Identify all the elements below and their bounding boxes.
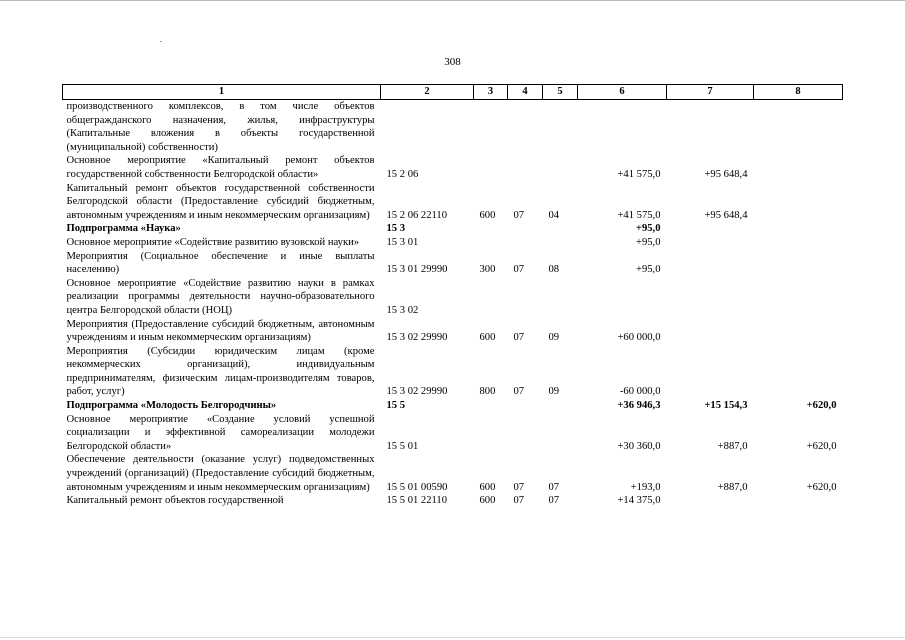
table-cell-6: +60 000,0	[617, 332, 661, 344]
table-cell-2: 15 3 01 29990	[386, 264, 448, 276]
table-row	[63, 345, 843, 399]
table-cell-8	[754, 100, 843, 155]
table-cell-8	[754, 182, 843, 223]
table-cell-2: 15 3 01	[386, 236, 419, 248]
table-cell-3: 300	[479, 264, 496, 276]
table-cell-7	[667, 318, 754, 345]
table-cell-1: Мероприятия (Субсидии юридическим лицам (кроме некоммерческих организаций), индивидуальным предпринимателям, физическим лицам-производителям товаров, работ, услуг)	[66, 345, 375, 398]
table-cell-1: Мероприятия (Социальное обеспечение и иные выплаты населению)	[66, 250, 375, 276]
table-cell-2: 15 5 01 00590	[386, 481, 448, 493]
table-cell-7	[667, 345, 754, 399]
table-cell-4: 07	[513, 386, 525, 398]
table-row	[63, 318, 843, 345]
table-cell-7	[667, 250, 754, 277]
column-header: 2	[381, 85, 474, 100]
table-cell-1: Подпрограмма «Наука»	[66, 223, 181, 235]
table-cell-1: Капитальный ремонт объектов государственной собственности Белгородской области (Предоставление субсидий бюджетным, автономным учреждениям и иным некоммерческим организациям)	[66, 182, 375, 221]
table-cell-8	[754, 494, 843, 508]
table-cell-5: 07	[548, 495, 560, 507]
table-body	[63, 100, 843, 508]
table-row	[63, 182, 843, 223]
table-cell-5: 09	[548, 332, 560, 344]
table-row	[63, 399, 843, 413]
table-cell-4	[508, 277, 543, 318]
table-cell-5: 07	[548, 481, 560, 493]
table-cell-3	[474, 277, 508, 318]
column-header: 5	[543, 85, 578, 100]
table-cell-8	[754, 277, 843, 318]
table-cell-7	[667, 222, 754, 236]
budget-table	[62, 84, 843, 508]
table-cell-8: +620,0	[806, 440, 837, 452]
table-row	[63, 154, 843, 181]
table-cell-3	[474, 236, 508, 250]
table-cell-8	[754, 154, 843, 181]
table-cell-3: 800	[479, 386, 496, 398]
table-cell-3: 600	[479, 209, 496, 221]
table-cell-6	[578, 277, 667, 318]
table-cell-4	[508, 154, 543, 181]
table-cell-7: +95 648,4	[704, 168, 748, 180]
column-header: 8	[754, 85, 843, 100]
table-cell-6: +41 575,0	[617, 209, 661, 221]
table-row	[63, 100, 843, 155]
table-cell-3: 600	[479, 332, 496, 344]
column-header: 3	[474, 85, 508, 100]
table-cell-1: Капитальный ремонт объектов государственной	[66, 495, 284, 507]
table-cell-3: 600	[479, 495, 496, 507]
table-cell-2: 15 5 01 22110	[386, 495, 448, 507]
table-row	[63, 222, 843, 236]
table-cell-2: 15 2 06 22110	[386, 209, 448, 221]
table-cell-4: 07	[513, 481, 525, 493]
table-cell-5	[543, 413, 578, 454]
table-cell-8: +620,0	[806, 481, 837, 493]
page-number: 308	[444, 56, 461, 68]
table-cell-7	[667, 236, 754, 250]
table-cell-2: 15 3 02 29990	[386, 332, 448, 344]
table-cell-5	[543, 277, 578, 318]
scan-top-edge	[0, 0, 905, 1]
table-cell-6: +41 575,0	[617, 168, 661, 180]
table-cell-8	[754, 318, 843, 345]
table-cell-4: 07	[513, 332, 525, 344]
table-cell-8	[754, 250, 843, 277]
table-cell-7: +887,0	[717, 440, 748, 452]
table-cell-3	[474, 100, 508, 155]
table-cell-5	[543, 222, 578, 236]
table-cell-7: +887,0	[717, 481, 748, 493]
table-row	[63, 236, 843, 250]
table-cell-7	[667, 494, 754, 508]
table-cell-7	[667, 100, 754, 155]
table-cell-8	[754, 345, 843, 399]
table-cell-2: 15 3 02	[386, 304, 419, 316]
table-cell-5	[543, 100, 578, 155]
table-cell-1: Основное мероприятие «Капитальный ремонт объектов государственной собственности Белгородской области»	[66, 155, 375, 180]
table-cell-5	[543, 236, 578, 250]
table-cell-8: +620,0	[806, 400, 837, 412]
column-header: 7	[667, 85, 754, 100]
table-cell-5	[543, 154, 578, 181]
table-row	[63, 453, 843, 494]
table-cell-3	[474, 222, 508, 236]
table-cell-8	[754, 222, 843, 236]
table-cell-4: 07	[513, 209, 525, 221]
table-cell-6: +193,0	[630, 481, 661, 493]
table-cell-6: +30 360,0	[617, 440, 661, 452]
table-cell-2	[381, 100, 474, 155]
table-cell-4	[508, 236, 543, 250]
table-cell-3	[474, 154, 508, 181]
scan-bottom-edge	[0, 637, 905, 638]
table-cell-1: Основное мероприятие «Создание условий успешной социализации и эффективной самореализации молодежи Белгородской области»	[66, 413, 375, 452]
table-cell-6: +95,0	[635, 223, 661, 235]
table-cell-2: 15 2 06	[386, 168, 419, 180]
table-cell-2: 15 5	[386, 400, 406, 412]
table-cell-3	[474, 413, 508, 454]
table-cell-6: +95,0	[635, 264, 661, 276]
table-cell-6: +95,0	[635, 236, 661, 248]
table-row	[63, 413, 843, 454]
table-cell-2: 15 3	[386, 223, 406, 235]
table-cell-4	[508, 399, 543, 413]
table-row	[63, 250, 843, 277]
table-cell-1: производственного комплексов, в том числе объектов общегражданского назначения, жилья, инфраструктуры (Капитальные вложения в объекты государственной (муниципальной) собственности)	[66, 101, 375, 153]
table-cell-3: 600	[479, 481, 496, 493]
table-header-row	[63, 85, 843, 100]
table-cell-4	[508, 413, 543, 454]
scan-speck	[160, 41, 162, 42]
table-cell-7: +95 648,4	[704, 209, 748, 221]
table-cell-6: +36 946,3	[617, 400, 661, 412]
table-cell-4	[508, 100, 543, 155]
table-cell-3	[474, 399, 508, 413]
table-cell-5: 08	[548, 264, 560, 276]
table-cell-5: 09	[548, 386, 560, 398]
table-cell-6: +14 375,0	[617, 495, 661, 507]
table-cell-4: 07	[513, 495, 525, 507]
table-cell-4: 07	[513, 264, 525, 276]
table-cell-4	[508, 222, 543, 236]
table-cell-2: 15 5 01	[386, 440, 419, 452]
table-cell-6	[578, 100, 667, 155]
table-cell-2: 15 3 02 29990	[386, 386, 448, 398]
table-cell-5: 04	[548, 209, 560, 221]
table-cell-1: Подпрограмма «Молодость Белгородчины»	[66, 400, 277, 412]
column-header: 1	[63, 85, 381, 100]
table-row	[63, 494, 843, 508]
table-cell-1: Основное мероприятие «Содействие развитию науки в рамках реализации программы деятельности научно-образовательного центра Белгородской области (НОЦ)	[66, 277, 375, 316]
table-cell-1: Мероприятия (Предоставление субсидий бюджетным, автономным учреждениям и иным некоммерческим организациям)	[66, 318, 375, 344]
table-cell-7: +15 154,3	[704, 400, 748, 412]
table-cell-1: Обеспечение деятельности (оказание услуг) подведомственных учреждений (организаций) (Предоставление субсидий бюджетным, автономным учреждениям и иным некоммерческим организациям)	[66, 454, 375, 493]
table-cell-8	[754, 236, 843, 250]
table-cell-1: Основное мероприятие «Содействие развитию вузовской науки»	[66, 236, 360, 248]
column-header: 4	[508, 85, 543, 100]
table-cell-6: -60 000,0	[619, 386, 661, 398]
table-row	[63, 277, 843, 318]
column-header: 6	[578, 85, 667, 100]
table-cell-5	[543, 399, 578, 413]
table-cell-7	[667, 277, 754, 318]
